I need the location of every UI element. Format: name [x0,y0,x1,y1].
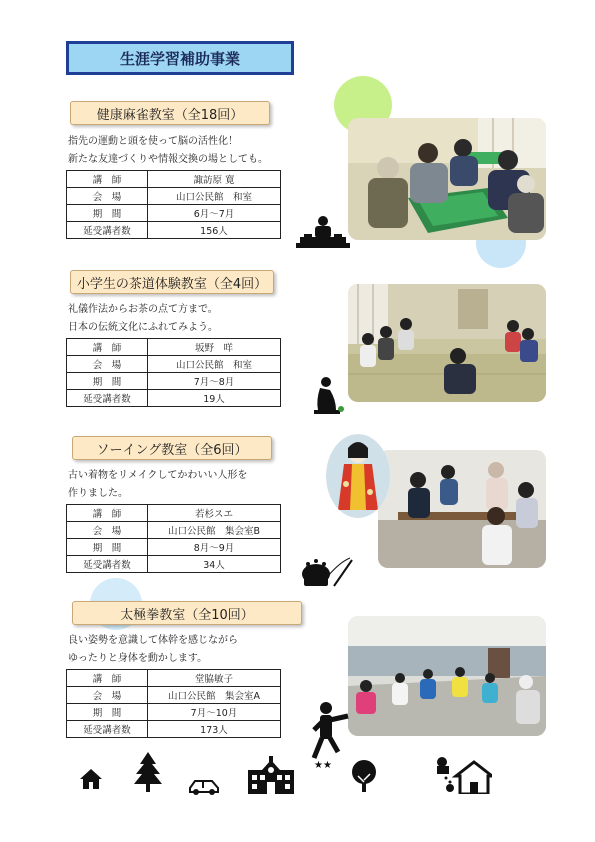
page-title: 生涯学習補助事業 [66,41,294,75]
taichi-person-icon [308,700,352,772]
row-value: 若杉スエ [148,505,281,522]
row-value: 156人 [148,222,281,239]
table-row [67,339,281,356]
row-value: 7月～8月 [148,373,281,390]
desc-line: 作りました。 [68,488,128,499]
mahjong-photo [348,118,546,240]
table-row [67,222,281,239]
tea-ceremony-photo [348,284,546,402]
table-row [67,390,281,407]
tea-ceremony-icon [310,376,346,416]
row-key: 講 師 [67,670,148,687]
section-title-tea: 小学生の茶道体験教室（全4回） [70,270,274,294]
section-desc-mahjong [68,133,268,169]
row-value: 8月～9月 [148,539,281,556]
taichi-photo [348,616,546,736]
row-value: 6月～7月 [148,205,281,222]
watering-house-icon [434,756,492,794]
tree-icon [134,752,162,792]
doll-photo [326,434,390,518]
row-value: 173人 [148,721,281,738]
section-title-sewing: ソーイング教室（全6回） [72,436,272,460]
table-row [67,556,281,573]
desc-line: ゆったりと身体を動かします。 [68,653,208,664]
sewing-class-photo [378,450,546,568]
table-row [67,356,281,373]
table-row [67,205,281,222]
row-value: 34人 [148,556,281,573]
pincushion-needle-icon [300,556,354,588]
row-key: 期 間 [67,373,148,390]
row-key: 会 場 [67,522,148,539]
row-key: 講 師 [67,339,148,356]
row-key: 会 場 [67,687,148,704]
table-row [67,188,281,205]
table-row [67,539,281,556]
row-value: 諏訪原 寛 [148,171,281,188]
row-key: 期 間 [67,704,148,721]
row-key: 延受講者数 [67,390,148,407]
round-tree-icon [348,760,380,792]
svg-text:★★: ★★ [314,760,332,771]
table-row [67,670,281,687]
table-row [67,171,281,188]
table-row [67,505,281,522]
row-key: 講 師 [67,505,148,522]
table-row [67,522,281,539]
row-key: 延受講者数 [67,721,148,738]
row-value: 7月～10月 [148,704,281,721]
row-key: 延受講者数 [67,556,148,573]
row-key: 期 間 [67,539,148,556]
house-icon [80,769,102,789]
row-value: 山口公民館 和室 [148,188,281,205]
desc-line: 指先の運動と頭を使って脳の活性化！ [68,136,238,147]
school-icon [248,756,294,794]
desc-line: 礼儀作法からお茶の点て方まで。 [68,304,218,315]
row-value: 山口公民館 和室 [148,356,281,373]
desc-line: 新たな友達づくりや情報交換の場としても。 [68,154,268,165]
table-row [67,373,281,390]
row-key: 会 場 [67,356,148,373]
section-title-mahjong: 健康麻雀教室（全18回） [70,101,270,125]
table-row [67,721,281,738]
desc-line: 日本の伝統文化にふれてみよう。 [68,322,218,333]
info-table-taichi [66,669,281,738]
row-key: 講 師 [67,171,148,188]
info-table-sewing [66,504,281,573]
table-row [67,687,281,704]
info-table-tea [66,338,281,407]
section-desc-taichi [68,632,238,668]
section-title-taichi: 太極拳教室（全10回） [72,601,302,625]
row-value: 19人 [148,390,281,407]
row-key: 延受講者数 [67,222,148,239]
desc-line: 古い着物をリメイクしてかわいい人形を [68,470,248,481]
section-desc-sewing [68,467,247,503]
row-value: 堂脇敏子 [148,670,281,687]
row-key: 会 場 [67,188,148,205]
row-value: 山口公民館 集会室A [148,687,281,704]
row-value: 山口公民館 集会室B [148,522,281,539]
desc-line: 良い姿勢を意識して体幹を感じながら [68,635,238,646]
car-icon [188,778,220,796]
info-table-mahjong [66,170,281,239]
mahjong-player-icon [296,215,350,249]
table-row [67,704,281,721]
row-key: 期 間 [67,205,148,222]
section-desc-tea [68,301,218,337]
row-value: 坂野 咩 [148,339,281,356]
